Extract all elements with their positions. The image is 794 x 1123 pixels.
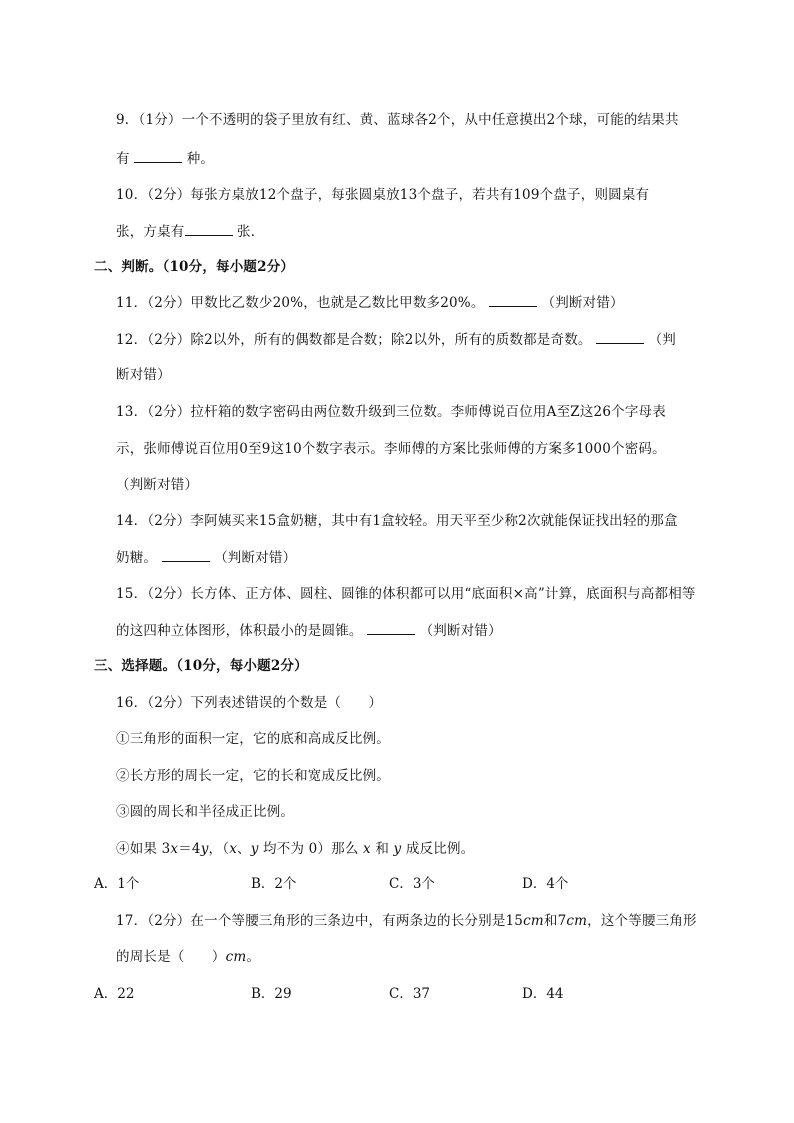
q17-option-a[interactable]: A．22 (94, 986, 135, 1002)
q16-s4-text: ＝4 (178, 841, 201, 857)
q12-text-post: （判 (644, 332, 676, 348)
q16-statement-2: ②长方形的周长一定，它的长和宽成反比例。 (116, 768, 390, 784)
q14-line2 (116, 547, 296, 568)
var-y: y (250, 841, 259, 857)
var-x: x (363, 841, 371, 857)
q10-text-post: 张． (232, 224, 265, 240)
q12-text: 12．（2分）除2以外，所有的偶数都是合数；除2以外，所有的质数都是奇数。 (116, 332, 597, 348)
q16-option-c[interactable]: C．3个 (389, 876, 435, 892)
q17-option-c[interactable]: C．37 (389, 986, 431, 1002)
q14-answer-blank[interactable] (162, 547, 210, 562)
q12-line2: 断对错） (116, 367, 171, 383)
q15-answer-blank[interactable] (367, 620, 415, 635)
var-x: x (170, 841, 179, 857)
q9-line1: 9．（1分）一个不透明的袋子里放有红、黄、蓝球各2个，从中任意摸出2个球，可能的结果共 (116, 112, 679, 128)
var-y: y (393, 841, 402, 857)
q17-line2 (116, 947, 260, 967)
q17-line1 (116, 911, 697, 931)
q16-statement-4 (116, 839, 474, 859)
section3-heading: 三、选择题。（10分，每小题2分） (94, 658, 308, 674)
q16-s4-text: 和 (370, 841, 394, 857)
q13-line2: 示，张师傅说百位用0至9这10个数字表示。李师傅的方案比张师傅的方案多1000个密码。 (116, 441, 666, 457)
q17-text: 的周长是（ ） (116, 949, 226, 965)
q9-answer-blank[interactable] (134, 148, 182, 163)
q12-line1 (116, 329, 676, 350)
q14-text-post: （判断对错） (209, 550, 297, 566)
q13-line1: 13．（2分）拉杆箱的数字密码由两位数升级到三位数。李师傅说百位用A至Z这26个字母表 (116, 404, 666, 420)
q17-text: 。 (246, 949, 261, 965)
q16-s4-text: 均不为 0）那么 (258, 841, 364, 857)
q15-text: 的这四种立体图形，体积最小的是圆锥。 (116, 623, 368, 639)
q14-text: 奶糖。 (116, 550, 162, 566)
q10-line2 (116, 221, 264, 242)
q16-option-d[interactable]: D．4个 (522, 876, 569, 892)
q15-line2 (116, 620, 502, 641)
unit-cm: cm (225, 949, 247, 965)
unit-cm: cm (566, 913, 588, 929)
q16-s4-text: ，（ (208, 841, 230, 857)
q11-text-post: （判断对错） (537, 295, 624, 311)
section2-heading: 二、判断。（10分，每小题2分） (94, 259, 295, 275)
q14-line1: 14．（2分）李阿姨买来15盒奶糖，其中有1盒较轻。用天平至少称2次就能保证找出轻的那盒 (116, 513, 678, 529)
var-x: x (229, 841, 238, 857)
var-y: y (200, 841, 209, 857)
q9-text-post: 种。 (182, 151, 215, 167)
q9-text: 有 (116, 151, 135, 167)
q16-s4-text: 、 (237, 841, 251, 857)
q16-s4-text: 成反比例。 (401, 841, 475, 857)
q16-s4-text: ④如果 3 (116, 841, 171, 857)
q16-option-b[interactable]: B．2个 (251, 876, 297, 892)
q9-line2 (116, 148, 214, 169)
q10-answer-blank[interactable] (185, 221, 233, 236)
q17-option-d[interactable]: D．44 (522, 986, 564, 1002)
q10-line1: 10．（2分）每张方桌放12个盘子，每张圆桌放13个盘子，若共有109个盘子，则圆桌有 (116, 187, 650, 203)
q17-text: 和7 (543, 913, 567, 929)
q17-text: ，这个等腰三角形 (587, 913, 697, 929)
q16-statement-1: ①三角形的面积一定，它的底和高成反比例。 (116, 731, 390, 747)
q13-line3: （判断对错） (116, 477, 199, 493)
q17-text: 17．（2分）在一个等腰三角形的三条边中，有两条边的长分别是15 (116, 913, 524, 929)
q17-option-b[interactable]: B．29 (251, 986, 292, 1002)
q12-answer-blank[interactable] (596, 329, 644, 344)
q11-text: 11．（2分）甲数比乙数少20%，也就是乙数比甲数多20%。 (116, 295, 490, 311)
q16-statement-3: ③圆的周长和半径成正比例。 (116, 804, 295, 820)
q11-line1 (116, 292, 624, 313)
q15-text-post: （判断对错） (415, 623, 502, 639)
unit-cm: cm (523, 913, 544, 929)
q11-answer-blank[interactable] (489, 292, 537, 307)
q16-stem: 16．（2分）下列表述错误的个数是（ ） (116, 695, 383, 711)
q16-option-a[interactable]: A．1个 (94, 876, 140, 892)
q15-line1: 15．（2分）长方体、正方体、圆柱、圆锥的体积都可以用“底面积×高”计算，底面积与高都相等 (116, 586, 696, 602)
q10-text: 张，方桌有 (116, 224, 185, 240)
